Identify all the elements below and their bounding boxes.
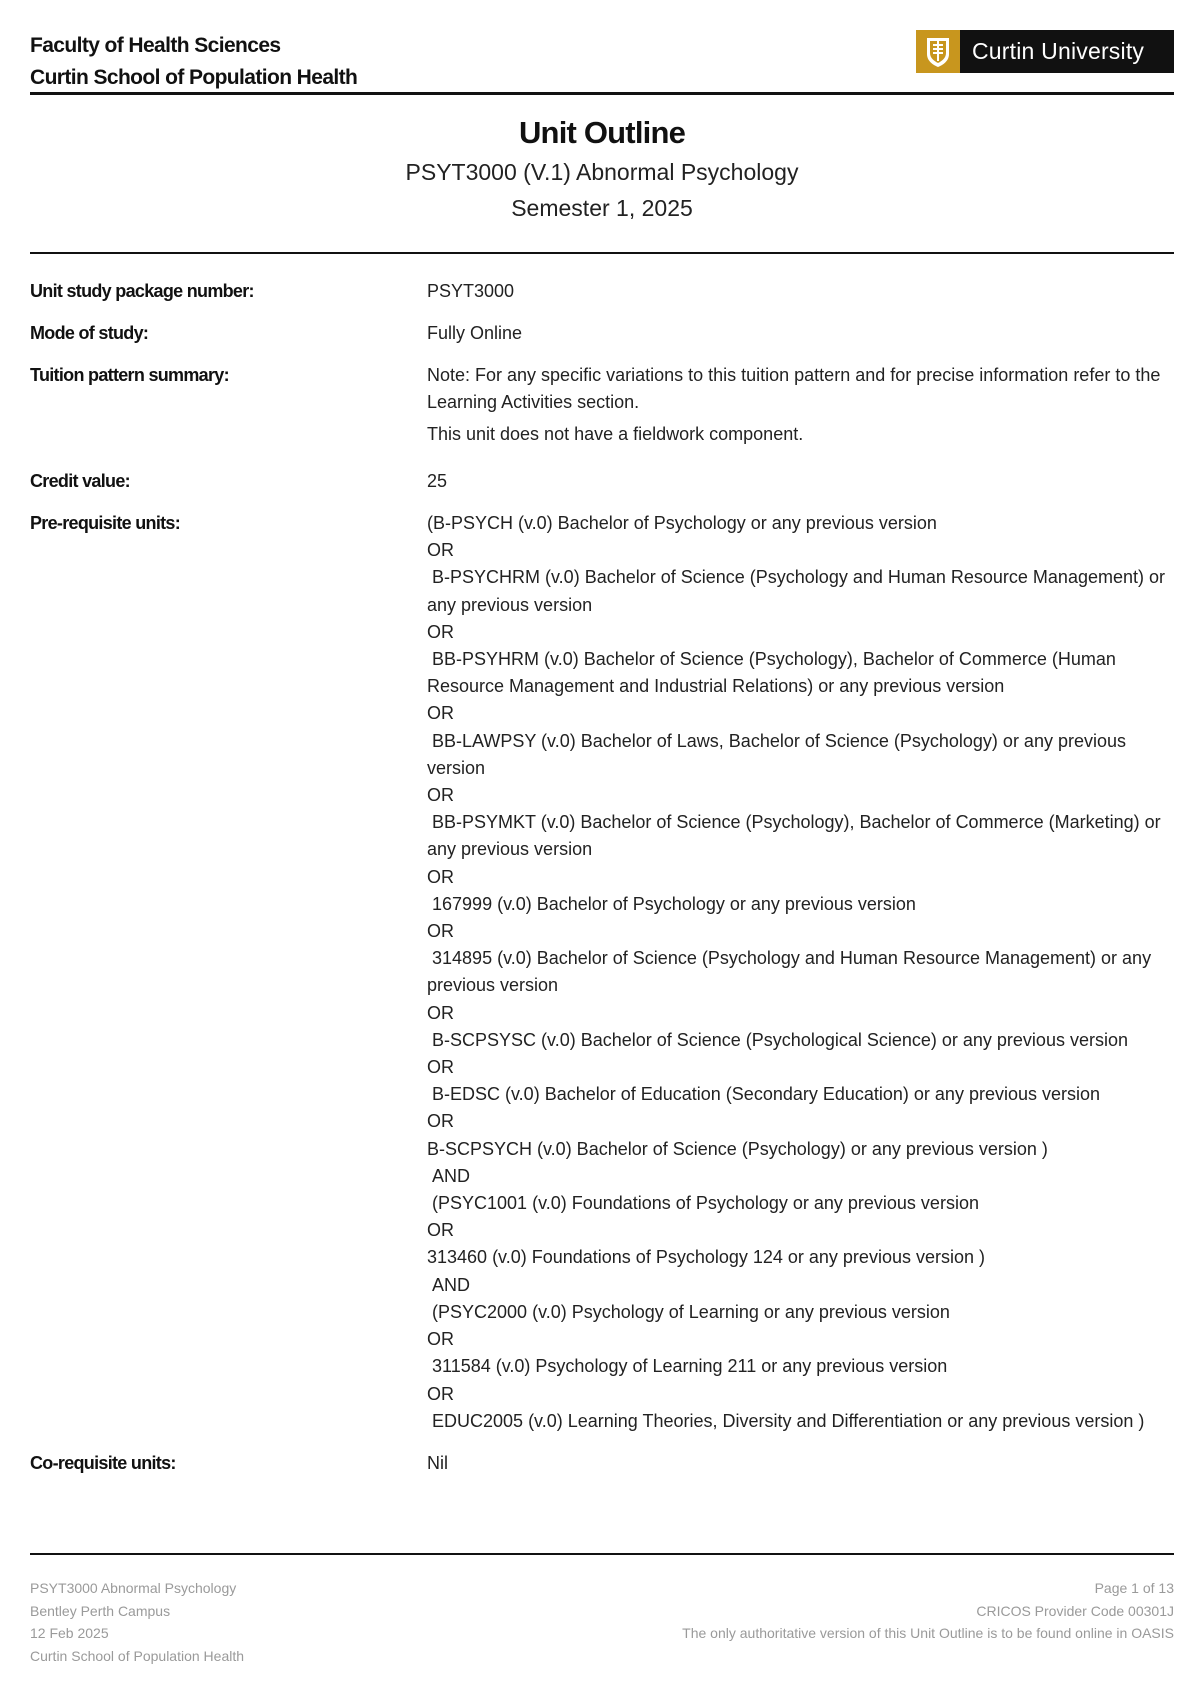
footer-right: [682, 1577, 1174, 1645]
footer-school: Curtin School of Population Health: [30, 1647, 245, 1664]
prereq-connector: AND: [427, 1274, 471, 1295]
prereq-item: EDUC2005 (v.0) Learning Theories, Diversity and Differentiation or any previous version ): [427, 1410, 1145, 1431]
prereq-item: BB-PSYMKT (v.0) Bachelor of Science (Psychology), Bachelor of Commerce (Marketing) or any previous version: [427, 812, 1166, 860]
footer-date: 12 Feb 2025: [30, 1625, 109, 1641]
authoritative-notice: The only authoritative version of this Unit Outline is to be found online in OASIS: [682, 1625, 1174, 1641]
title-block: [30, 112, 1174, 226]
prereq-connector: AND: [427, 1165, 471, 1186]
prereq-connector: OR: [427, 1057, 454, 1078]
prereq-item: BB-LAWPSY (v.0) Bachelor of Laws, Bachelor of Science (Psychology) or any previous version: [427, 730, 1132, 778]
cricos-code: CRICOS Provider Code 00301J: [976, 1602, 1174, 1619]
unit-details: [30, 278, 1174, 1492]
unit-name: PSYT3000 (V.1) Abnormal Psychology: [405, 159, 799, 185]
logo-text: Curtin University: [972, 38, 1145, 64]
prereq-connector: OR: [427, 621, 454, 642]
mode-of-study-value: Fully Online: [427, 323, 523, 343]
prereq-item: B-SCPSYCH (v.0) Bachelor of Science (Psychology) or any previous version ): [427, 1138, 1048, 1159]
prereq-connector: OR: [427, 785, 454, 806]
school-name: Curtin School of Population Health: [30, 66, 358, 89]
prereq-item: BB-PSYHRM (v.0) Bachelor of Science (Psychology), Bachelor of Commerce (Human Resource Management and Industrial Relations) or any previous version: [427, 649, 1121, 697]
tuition-pattern-label: Tuition pattern summary:: [30, 365, 229, 385]
row-tuition-pattern: [30, 362, 1174, 453]
faculty-block: [30, 30, 357, 94]
package-number-value: PSYT3000: [427, 281, 515, 301]
prereq-connector: OR: [427, 1329, 454, 1350]
corequisites-label: Co-requisite units:: [30, 1452, 176, 1473]
prereq-connector: OR: [427, 1002, 454, 1023]
prereq-connector: OR: [427, 921, 454, 942]
row-mode-of-study: [30, 320, 1174, 347]
prereq-item: B-EDSC (v.0) Bachelor of Education (Secondary Education) or any previous version: [427, 1084, 1101, 1105]
mode-of-study-label: Mode of study:: [30, 323, 149, 343]
prereq-item: (B-PSYCH (v.0) Bachelor of Psychology or any previous version: [427, 513, 937, 533]
tuition-pattern-value: [427, 362, 1174, 453]
prereq-connector: OR: [427, 1383, 454, 1404]
prereq-item: (PSYC2000 (v.0) Psychology of Learning or any previous version: [427, 1301, 950, 1322]
credit-value-value: 25: [427, 471, 448, 491]
prereq-item: B-SCPSYSC (v.0) Bachelor of Science (Psychological Science) or any previous version: [427, 1029, 1128, 1050]
prereq-item: 313460 (v.0) Foundations of Psychology 124 or any previous version ): [427, 1247, 985, 1268]
row-package-number: [30, 278, 1174, 305]
document-header: [30, 30, 1174, 92]
prerequisites-list: [427, 510, 1174, 1435]
prereq-connector: OR: [427, 866, 454, 887]
prereq-item: 314895 (v.0) Bachelor of Science (Psychology and Human Resource Management) or any previous version: [427, 948, 1157, 996]
row-corequisites: [30, 1450, 1174, 1477]
corequisites-value: Nil: [427, 1452, 448, 1473]
prereq-connector: OR: [427, 703, 454, 724]
page-number: Page 1 of 13: [1094, 1580, 1174, 1596]
credit-value-label: Credit value:: [30, 471, 130, 491]
prereq-connector: OR: [427, 1220, 454, 1241]
semester: Semester 1, 2025: [511, 195, 693, 221]
package-number-label: Unit study package number:: [30, 281, 254, 301]
footer-divider: [30, 1553, 1174, 1555]
prereq-connector: OR: [427, 1111, 454, 1132]
footer-unit: PSYT3000 Abnormal Psychology: [30, 1580, 237, 1596]
prerequisites-label: Pre-requisite units:: [30, 513, 181, 533]
faculty-name: Faculty of Health Sciences: [30, 34, 281, 57]
prereq-connector: OR: [427, 540, 454, 561]
row-prerequisites: [30, 510, 1174, 1435]
curtin-shield-icon: [916, 30, 960, 73]
title-divider: [30, 252, 1174, 254]
prereq-item: 167999 (v.0) Bachelor of Psychology or any previous version: [427, 893, 916, 914]
tuition-note: Note: For any specific variations to this tuition pattern and for precise information refer to the Learning Activities section.: [427, 365, 1161, 412]
footer-left: [30, 1577, 244, 1667]
shield-emblem-icon: [925, 36, 951, 68]
row-credit-value: [30, 468, 1174, 495]
footer-campus: Bentley Perth Campus: [30, 1602, 171, 1619]
tuition-fieldwork: This unit does not have a fieldwork component.: [427, 424, 804, 444]
curtin-logo: [916, 30, 1174, 73]
prereq-item: 311584 (v.0) Psychology of Learning 211 or any previous version: [427, 1356, 948, 1377]
document-title: Unit Outline: [518, 115, 686, 150]
prereq-item: (PSYC1001 (v.0) Foundations of Psychology or any previous version: [427, 1193, 979, 1214]
prereq-item: B-PSYCHRM (v.0) Bachelor of Science (Psychology and Human Resource Management) or any previous version: [427, 567, 1171, 615]
header-divider: [30, 92, 1174, 95]
